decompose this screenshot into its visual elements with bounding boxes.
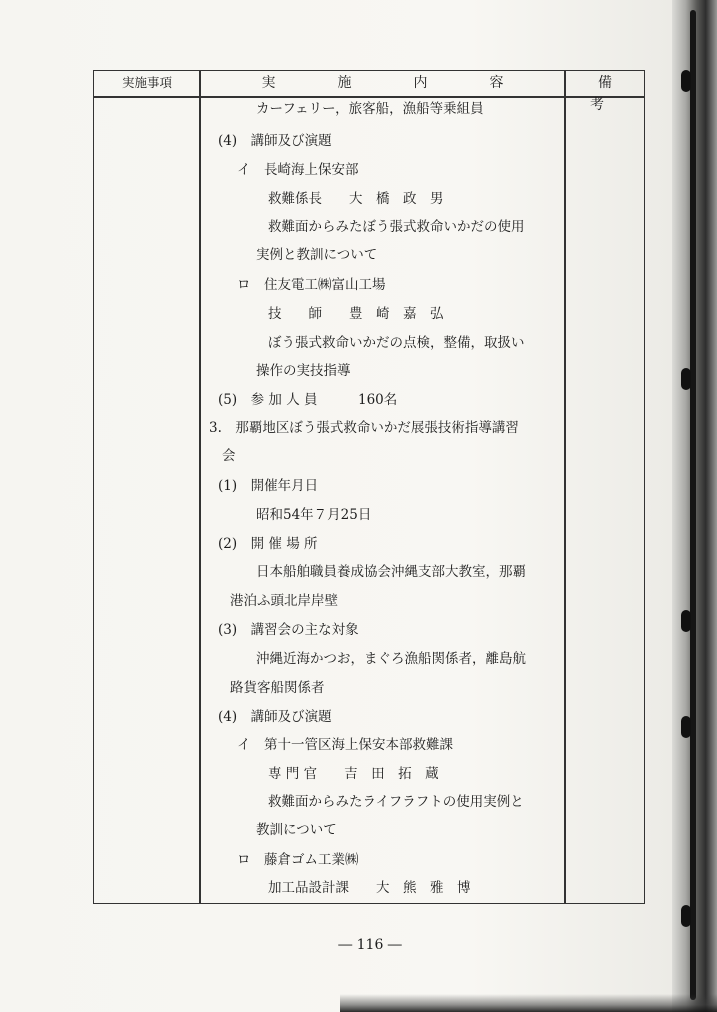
content-line: 技 師 豊 崎 嘉 弘	[268, 306, 444, 322]
binder-tab	[681, 905, 691, 927]
header-implementation-item: 実施事項	[121, 75, 172, 90]
content-line: (4) 講師及び演題	[218, 709, 332, 725]
content-line: 救難面からみたライフラフトの使用実例と	[268, 794, 524, 810]
bottom-shadow	[340, 994, 717, 1012]
content-line: 救難面からみたぼう張式救命いかだの使用	[268, 219, 525, 235]
binder-tab	[681, 716, 691, 738]
content-line: (5) 参 加 人 員 160名	[218, 392, 398, 408]
content-line: イ 第十一管区海上保安本部救難課	[237, 737, 453, 753]
content-line: (1) 開催年月日	[218, 478, 319, 494]
content-line: 救難係長 大 橋 政 男	[268, 191, 444, 207]
content-line: 加工品設計課 大 熊 雅 博	[268, 880, 471, 896]
content-line: 教訓について	[256, 822, 337, 838]
binder-tab	[681, 610, 691, 632]
page-number: ― 116 ―	[338, 937, 402, 953]
content-line: (3) 講習会の主な対象	[218, 622, 359, 638]
content-line: 路貨客船関係者	[230, 680, 325, 696]
content-line: 専 門 官 吉 田 拓 蔵	[268, 766, 439, 782]
binder-edge	[690, 10, 696, 1000]
content-line: 日本船舶職員養成協会沖縄支部大教室，那覇	[256, 564, 526, 580]
column-divider	[564, 70, 566, 904]
binder-tab	[681, 70, 691, 92]
content-line: ぼう張式救命いかだの点検，整備，取扱い	[268, 335, 525, 351]
content-line: 昭和54年７月25日	[256, 507, 372, 523]
column-divider	[199, 70, 201, 904]
content-line: 実例と教訓について	[256, 247, 378, 263]
content-line: 沖縄近海かつお，まぐろ漁船関係者，離島航	[256, 651, 526, 667]
content-line: ロ 藤倉ゴム工業㈱	[237, 852, 359, 868]
content-line: (2) 開 催 場 所	[218, 536, 318, 552]
header-implementation-content: 実 施 内 容	[261, 75, 528, 91]
header-remarks: 備 考	[590, 75, 658, 113]
content-line: 操作の実技指導	[256, 363, 351, 379]
binder-tab	[681, 368, 691, 390]
content-line: 3. 那覇地区ぼう張式救命いかだ展張技術指導講習	[209, 420, 519, 436]
content-line: カーフェリー，旅客船，漁船等乗組員	[256, 101, 484, 117]
content-line: 港泊ふ頭北岸岸壁	[230, 593, 338, 609]
content-line: 会	[222, 448, 236, 464]
content-line: ロ 住友電工㈱富山工場	[237, 277, 386, 293]
content-line: (4) 講師及び演題	[218, 133, 332, 149]
content-line: イ 長崎海上保安部	[237, 162, 359, 178]
